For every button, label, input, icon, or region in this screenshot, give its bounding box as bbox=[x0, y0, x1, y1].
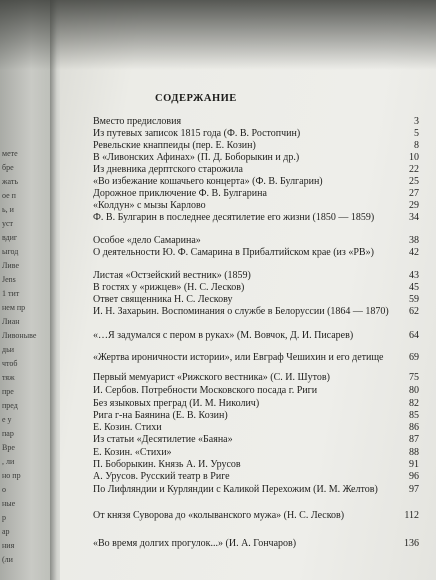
left-page-text-fragment: Вре bbox=[2, 443, 15, 452]
toc-entry-title: По Лифляндии и Курляндии с Каликой Перехожим (И. М. Желтов) bbox=[93, 484, 378, 495]
toc-entry-page: 43 bbox=[409, 270, 419, 281]
left-page-text-fragment: ыгод bbox=[2, 247, 19, 256]
left-page-text-fragment: (ли bbox=[2, 555, 13, 564]
toc-entry-page: 3 bbox=[414, 116, 419, 127]
toc-entry bbox=[93, 306, 423, 318]
toc-entry-page: 75 bbox=[409, 372, 419, 383]
toc-entry-page: 27 bbox=[409, 188, 419, 199]
toc-entry bbox=[93, 330, 423, 342]
toc-entry bbox=[93, 459, 423, 471]
toc-entry bbox=[93, 140, 423, 152]
left-page-text-fragment: ое п bbox=[2, 191, 16, 200]
toc-entry bbox=[93, 212, 423, 224]
toc-entry-title: Ф. В. Булгарин в последнее десятилетие его жизни (1850 — 1859) bbox=[93, 212, 375, 223]
toc-entry-title: «…Я задумался с пером в руках» (М. Вовчок, Д. И. Писарев) bbox=[93, 330, 354, 341]
toc-entry bbox=[93, 164, 423, 176]
toc-entry-title: Из дневника дерптского старожила bbox=[93, 164, 243, 175]
toc-entry-title: Ответ священника Н. С. Лескову bbox=[93, 294, 233, 305]
left-page-text-fragment: Ливоныве bbox=[2, 331, 37, 340]
left-page-text-fragment: р bbox=[2, 513, 6, 522]
toc-entry-title: Ревельские кнаппеиды (пер. Е. Козин) bbox=[93, 140, 256, 151]
left-page-text-fragment: ар bbox=[2, 527, 10, 536]
left-page-text-fragment: вдиг bbox=[2, 233, 18, 242]
toc-entry-title: Е. Козин. «Стихи» bbox=[93, 447, 172, 458]
toc-entry-page: 22 bbox=[409, 164, 419, 175]
left-page-text-fragment: Лиан bbox=[2, 317, 20, 326]
left-page-text-fragment: Jens bbox=[2, 275, 16, 284]
toc-entry bbox=[93, 176, 423, 188]
toc-entry-title: В «Ливонских Афинах» (П. Д. Боборыкин и др.) bbox=[93, 152, 300, 163]
left-page-text-fragment: дьи bbox=[2, 345, 14, 354]
contents-heading: СОДЕРЖАНИЕ bbox=[155, 93, 237, 104]
left-page-text-fragment: тяж bbox=[2, 373, 15, 382]
toc-entry-page: 10 bbox=[409, 152, 419, 163]
toc-entry-title: Из путевых записок 1815 года (Ф. В. Ростопчин) bbox=[93, 128, 301, 139]
left-page-text-fragment: нем пр bbox=[2, 303, 26, 312]
toc-entry bbox=[93, 447, 423, 459]
left-page-text-fragment: пред bbox=[2, 401, 18, 410]
toc-entry-page: 8 bbox=[414, 140, 419, 151]
toc-entry bbox=[93, 282, 423, 294]
toc-entry-title: Рига г-на Баянина (Е. В. Козин) bbox=[93, 410, 228, 421]
toc-entry bbox=[93, 510, 423, 522]
toc-entry-title: П. Боборыкин. Князь А. И. Урусов bbox=[93, 459, 241, 470]
toc-entry-page: 85 bbox=[409, 410, 419, 421]
toc-entry-page: 82 bbox=[409, 398, 419, 409]
toc-entry-title: О деятельности Ю. Ф. Самарина в Прибалтийском крае (из «РВ») bbox=[93, 247, 374, 258]
left-page-text-fragment: ь, и bbox=[2, 205, 14, 214]
toc-entry-title: «Во время долгих прогулок...» (И. А. Гончаров) bbox=[93, 538, 297, 549]
toc-entry bbox=[93, 422, 423, 434]
toc-entry-page: 62 bbox=[409, 306, 419, 317]
toc-entry-page: 97 bbox=[409, 484, 419, 495]
toc-entry bbox=[93, 398, 423, 410]
toc-entry bbox=[93, 484, 423, 496]
toc-entry bbox=[93, 294, 423, 306]
toc-entry-title: Дорожное приключение Ф. В. Булгарина bbox=[93, 188, 267, 199]
toc-entry-title: Без языковых преград (И. М. Николич) bbox=[93, 398, 260, 409]
toc-entry-page: 88 bbox=[409, 447, 419, 458]
toc-entry-title: А. Урусов. Русский театр в Риге bbox=[93, 471, 230, 482]
left-page-edge bbox=[0, 0, 52, 580]
toc-entry-page: 45 bbox=[409, 282, 419, 293]
toc-entry-title: От князя Суворова до «колыванского мужа» (Н. С. Лесков) bbox=[93, 510, 345, 521]
left-page-text-fragment: ния bbox=[2, 541, 15, 550]
toc-entry-title: И. Сербов. Потребности Московского посада г. Риги bbox=[93, 385, 318, 396]
toc-entry-title: Первый мемуарист «Рижского вестника» (С. И. Шутов) bbox=[93, 372, 330, 383]
toc-entry bbox=[93, 270, 423, 282]
toc-entry-title: Е. Козин. Стихи bbox=[93, 422, 162, 433]
left-page-text-fragment: ные bbox=[2, 499, 16, 508]
toc-entry bbox=[93, 128, 423, 140]
toc-entry-title: И. Н. Захарьин. Воспоминания о службе в Белоруссии (1864 — 1870) bbox=[93, 306, 389, 317]
left-page-text-fragment: чтоб bbox=[2, 359, 18, 368]
left-page-text-fragment: пре bbox=[2, 387, 14, 396]
toc-entry-page: 86 bbox=[409, 422, 419, 433]
left-page-text-fragment: Ливе bbox=[2, 261, 19, 270]
toc-entry-title: Листая «Остзейский вестник» (1859) bbox=[93, 270, 251, 281]
toc-entry-page: 91 bbox=[409, 459, 419, 470]
toc-entry-page: 29 bbox=[409, 200, 419, 211]
toc-entry bbox=[93, 188, 423, 200]
toc-entry-page: 96 bbox=[409, 471, 419, 482]
toc-entry-title: «Жертва ироничности истории», или Евграф Чешихин и его детище bbox=[93, 352, 384, 363]
toc-entry-title: «Во избежание кошачьего концерта» (Ф. В. Булгарин) bbox=[93, 176, 323, 187]
left-page-text-fragment: , ли bbox=[2, 457, 15, 466]
toc-entry bbox=[93, 200, 423, 212]
toc-entry-page: 38 bbox=[409, 235, 419, 246]
toc-entry bbox=[93, 247, 423, 259]
toc-entry-page: 87 bbox=[409, 434, 419, 445]
toc-entry-page: 42 bbox=[409, 247, 419, 258]
toc-entry-title: «Колдун» с мызы Карлово bbox=[93, 200, 206, 211]
left-page-text-fragment: бре bbox=[2, 163, 14, 172]
toc-entry-page: 64 bbox=[409, 330, 419, 341]
toc-entry-title: Вместо предисловия bbox=[93, 116, 182, 127]
toc-entry-page: 25 bbox=[409, 176, 419, 187]
left-page-text-fragment: 1 тит bbox=[2, 289, 20, 298]
toc-entry bbox=[93, 372, 423, 384]
toc-entry bbox=[93, 152, 423, 164]
left-page-text-fragment: о bbox=[2, 485, 6, 494]
toc-entry bbox=[93, 352, 423, 364]
left-page-text-fragment: жать bbox=[2, 177, 19, 186]
toc-entry bbox=[93, 385, 423, 397]
left-page-text-fragment: но пр bbox=[2, 471, 21, 480]
left-page-text-fragment: мете bbox=[2, 149, 18, 158]
toc-entry-page: 80 bbox=[409, 385, 419, 396]
toc-entry-title: Из статьи «Десятилетие «Баяна» bbox=[93, 434, 233, 445]
toc-entry-page: 34 bbox=[409, 212, 419, 223]
left-page-text-fragment: пар bbox=[2, 429, 14, 438]
toc-entry-page: 69 bbox=[409, 352, 419, 363]
toc-entry-title: Особое «дело Самарина» bbox=[93, 235, 201, 246]
left-page-text-fragment: уст bbox=[2, 219, 14, 228]
toc-entry-title: В гостях у «рижцев» (Н. С. Лесков) bbox=[93, 282, 245, 293]
toc-entry-page: 59 bbox=[409, 294, 419, 305]
toc-entry bbox=[93, 434, 423, 446]
toc-entry-page: 5 bbox=[414, 128, 419, 139]
toc-entry-page: 136 bbox=[404, 538, 419, 549]
toc-entry bbox=[93, 235, 423, 247]
toc-entry bbox=[93, 471, 423, 483]
toc-entry bbox=[93, 410, 423, 422]
toc-entry bbox=[93, 538, 423, 550]
left-page-text-fragment: е у bbox=[2, 415, 12, 424]
toc-entry bbox=[93, 116, 423, 128]
toc-entry-page: 112 bbox=[404, 510, 419, 521]
